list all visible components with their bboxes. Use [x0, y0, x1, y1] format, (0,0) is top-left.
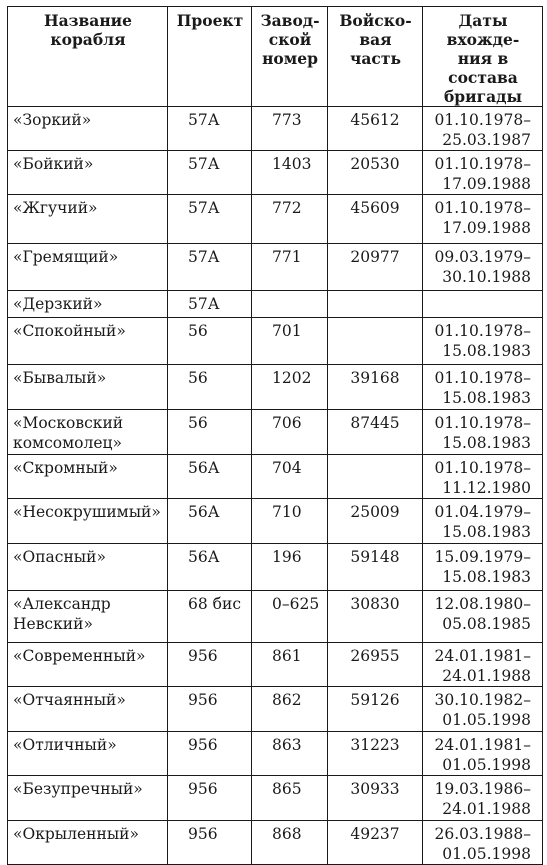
- factory-number-cell: 704: [252, 455, 328, 499]
- header-line: Даты вхожде-: [446, 11, 520, 49]
- project-cell: 956: [168, 821, 252, 865]
- military-unit-cell: 30933: [328, 776, 423, 821]
- header-line: бригады: [443, 87, 523, 106]
- table-row: [8, 107, 543, 151]
- header-line: вая часть: [350, 30, 401, 68]
- project-cell: 56А: [168, 544, 252, 591]
- cell-line: 26.03.1988–: [434, 825, 531, 843]
- table-row: [8, 244, 543, 291]
- header-military-unit: [328, 7, 423, 107]
- cell-line: «Отчаянный»: [13, 691, 126, 709]
- cell-line: 24.01.1988: [442, 800, 531, 818]
- table-row: [8, 544, 543, 591]
- table-row: [8, 318, 543, 365]
- dates-cell: [423, 544, 543, 591]
- project-cell: 57А: [168, 244, 252, 291]
- dates-cell: [423, 107, 543, 151]
- ship-name-cell: [8, 643, 168, 687]
- table-row: [8, 499, 543, 544]
- cell-line: «Дерзкий»: [13, 295, 103, 313]
- cell-line: «Бойкий»: [13, 155, 94, 173]
- factory-number-cell: 773: [252, 107, 328, 151]
- factory-number-cell: 701: [252, 318, 328, 365]
- dates-cell: [423, 732, 543, 776]
- cell-line: 17.09.1988: [442, 219, 531, 237]
- factory-number-cell: 1403: [252, 151, 328, 195]
- project-cell: 56: [168, 410, 252, 455]
- header-name: [8, 7, 168, 107]
- header-factory-number: [252, 7, 328, 107]
- header-project: [168, 7, 252, 107]
- ship-name-cell: [8, 591, 168, 643]
- ship-name-cell: [8, 365, 168, 410]
- factory-number-cell: 862: [252, 687, 328, 732]
- cell-line: 15.08.1983: [442, 523, 531, 541]
- ships-table: [7, 6, 543, 865]
- military-unit-cell: [328, 455, 423, 499]
- cell-line: «Несокрушимый»: [13, 503, 161, 521]
- header-line: Завод-: [260, 11, 320, 30]
- ship-name-cell: [8, 291, 168, 318]
- ship-name-cell: [8, 732, 168, 776]
- factory-number-cell: 0–625: [252, 591, 328, 643]
- military-unit-cell: [328, 291, 423, 318]
- ship-name-cell: [8, 455, 168, 499]
- ship-name-cell: [8, 410, 168, 455]
- dates-cell: [423, 776, 543, 821]
- dates-cell: [423, 291, 543, 318]
- ship-name-cell: [8, 687, 168, 732]
- ship-name-cell: [8, 107, 168, 151]
- military-unit-cell: [328, 318, 423, 365]
- header-line: Название: [43, 11, 133, 30]
- factory-number-cell: 772: [252, 195, 328, 244]
- cell-line: 01.10.1978–: [434, 322, 531, 340]
- ship-name-cell: [8, 195, 168, 244]
- table-row: [8, 776, 543, 821]
- military-unit-cell: 26955: [328, 643, 423, 687]
- factory-number-cell: 1202: [252, 365, 328, 410]
- cell-line: 01.10.1978–: [434, 111, 531, 129]
- ship-name-cell: [8, 151, 168, 195]
- cell-line: «Зоркий»: [13, 111, 92, 129]
- factory-number-cell: 710: [252, 499, 328, 544]
- factory-number-cell: 863: [252, 732, 328, 776]
- cell-line: 01.10.1978–: [434, 199, 531, 217]
- cell-line: 09.03.1979–: [434, 248, 531, 266]
- table-row: [8, 365, 543, 410]
- cell-line: 30.10.1982–: [434, 691, 531, 709]
- header-line: ния в состава: [448, 49, 518, 87]
- table-row: [8, 151, 543, 195]
- cell-line: 01.04.1979–: [434, 503, 531, 521]
- dates-cell: [423, 687, 543, 732]
- cell-line: 24.01.1981–: [434, 736, 531, 754]
- cell-line: «Окрыленный»: [13, 825, 139, 843]
- cell-line: 01.05.1998: [442, 756, 531, 774]
- cell-line: 15.08.1983: [442, 434, 531, 452]
- project-cell: 57А: [168, 151, 252, 195]
- table-row: [8, 455, 543, 499]
- project-cell: 956: [168, 643, 252, 687]
- dates-cell: [423, 365, 543, 410]
- military-unit-cell: 30830: [328, 591, 423, 643]
- header-line: ской: [268, 30, 312, 49]
- factory-number-cell: 706: [252, 410, 328, 455]
- dates-cell: [423, 821, 543, 865]
- table-row: [8, 195, 543, 244]
- cell-line: 15.08.1983: [442, 389, 531, 407]
- military-unit-cell: 87445: [328, 410, 423, 455]
- cell-line: 05.08.1985: [442, 615, 531, 633]
- cell-line: «Александр: [13, 595, 111, 613]
- ship-name-cell: [8, 318, 168, 365]
- military-unit-cell: 39168: [328, 365, 423, 410]
- factory-number-cell: 196: [252, 544, 328, 591]
- factory-number-cell: 865: [252, 776, 328, 821]
- project-cell: 56: [168, 365, 252, 410]
- factory-number-cell: [252, 291, 328, 318]
- project-cell: 956: [168, 732, 252, 776]
- cell-line: «Московский: [13, 414, 124, 432]
- project-cell: 68 бис: [168, 591, 252, 643]
- header-line: Войско-: [339, 11, 412, 30]
- factory-number-cell: 771: [252, 244, 328, 291]
- cell-line: 11.12.1980: [442, 479, 531, 497]
- table-row: [8, 732, 543, 776]
- cell-line: 01.10.1978–: [434, 459, 531, 477]
- military-unit-cell: 25009: [328, 499, 423, 544]
- dates-cell: [423, 195, 543, 244]
- cell-line: «Опасный»: [13, 548, 106, 566]
- table-row: [8, 291, 543, 318]
- cell-line: 12.08.1980–: [434, 595, 531, 613]
- military-unit-cell: 45612: [328, 107, 423, 151]
- cell-line: 19.03.1986–: [434, 780, 531, 798]
- dates-cell: [423, 643, 543, 687]
- header-dates: [423, 7, 543, 107]
- dates-cell: [423, 244, 543, 291]
- cell-line: 15.08.1983: [442, 568, 531, 586]
- cell-line: 30.10.1988: [442, 268, 531, 286]
- project-cell: 56А: [168, 499, 252, 544]
- ship-name-cell: [8, 776, 168, 821]
- factory-number-cell: 861: [252, 643, 328, 687]
- factory-number-cell: 868: [252, 821, 328, 865]
- header-line: корабля: [50, 30, 126, 49]
- table-row: [8, 687, 543, 732]
- military-unit-cell: 45609: [328, 195, 423, 244]
- military-unit-cell: 59126: [328, 687, 423, 732]
- cell-line: 01.05.1998: [442, 845, 531, 863]
- project-cell: 57А: [168, 107, 252, 151]
- ship-name-cell: [8, 544, 168, 591]
- cell-line: 24.01.1981–: [434, 647, 531, 665]
- table-row: [8, 410, 543, 455]
- header-line: Проект: [176, 11, 244, 30]
- header-line: номер: [262, 49, 318, 68]
- dates-cell: [423, 591, 543, 643]
- military-unit-cell: 20530: [328, 151, 423, 195]
- project-cell: 956: [168, 687, 252, 732]
- cell-line: 15.09.1979–: [434, 548, 531, 566]
- table-row: [8, 643, 543, 687]
- cell-line: 25.03.1987: [442, 131, 531, 149]
- project-cell: 956: [168, 776, 252, 821]
- project-cell: 56: [168, 318, 252, 365]
- table-header: [8, 7, 543, 107]
- cell-line: «Гремящий»: [13, 248, 119, 266]
- cell-line: Невский»: [13, 615, 93, 633]
- cell-line: 01.10.1978–: [434, 414, 531, 432]
- header-row: [8, 7, 543, 107]
- cell-line: «Спокойный»: [13, 322, 126, 340]
- cell-line: 01.10.1978–: [434, 369, 531, 387]
- cell-line: «Жгучий»: [13, 199, 98, 217]
- project-cell: 57А: [168, 291, 252, 318]
- military-unit-cell: 31223: [328, 732, 423, 776]
- dates-cell: [423, 455, 543, 499]
- ship-name-cell: [8, 821, 168, 865]
- cell-line: 24.01.1988: [442, 667, 531, 685]
- table-row: [8, 821, 543, 865]
- table-body: [8, 107, 543, 865]
- cell-line: «Современный»: [13, 647, 146, 665]
- table-row: [8, 591, 543, 643]
- cell-line: 15.08.1983: [442, 342, 531, 360]
- cell-line: 01.05.1998: [442, 711, 531, 729]
- cell-line: «Отличный»: [13, 736, 117, 754]
- cell-line: «Бывалый»: [13, 369, 107, 387]
- military-unit-cell: 59148: [328, 544, 423, 591]
- military-unit-cell: 20977: [328, 244, 423, 291]
- ship-name-cell: [8, 499, 168, 544]
- dates-cell: [423, 499, 543, 544]
- cell-line: 17.09.1988: [442, 175, 531, 193]
- cell-line: 01.10.1978–: [434, 155, 531, 173]
- military-unit-cell: 49237: [328, 821, 423, 865]
- dates-cell: [423, 318, 543, 365]
- ship-name-cell: [8, 244, 168, 291]
- cell-line: «Безупречный»: [13, 780, 143, 798]
- project-cell: 57А: [168, 195, 252, 244]
- project-cell: 56А: [168, 455, 252, 499]
- dates-cell: [423, 410, 543, 455]
- cell-line: «Скромный»: [13, 459, 118, 477]
- cell-line: комсомолец»: [13, 434, 122, 452]
- dates-cell: [423, 151, 543, 195]
